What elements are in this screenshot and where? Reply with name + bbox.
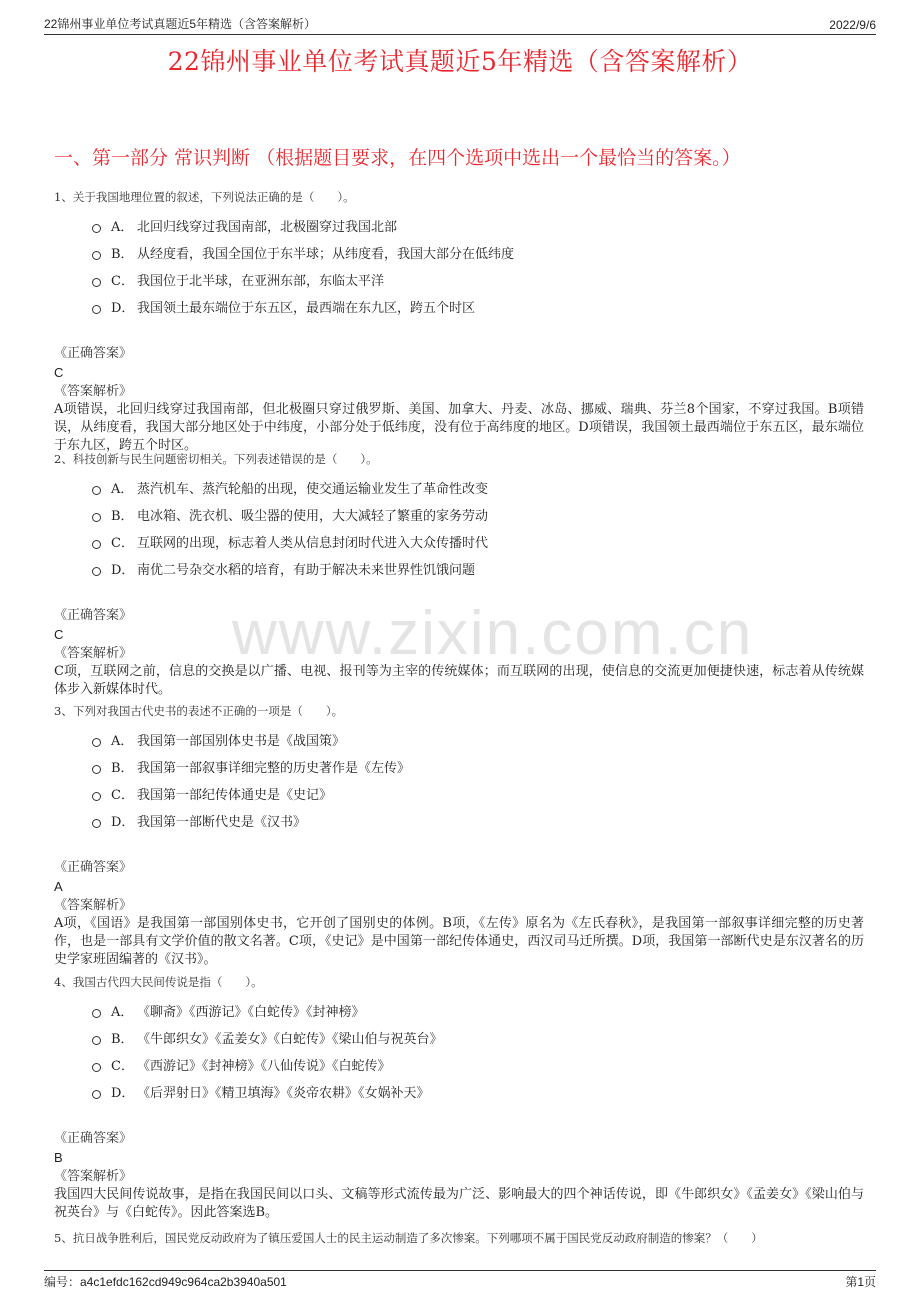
page-header bbox=[44, 12, 876, 35]
option-c[interactable]: C． 《西游记》《封神榜》《八仙传说》《白蛇传》 bbox=[92, 1051, 864, 1078]
question-text: 3、下列对我国古代史书的表述不正确的一项是（ ）。 bbox=[54, 704, 344, 718]
options bbox=[92, 726, 864, 834]
document-id: 编号：a4c1efdc162cd949c964ca2b3940a501 bbox=[44, 1275, 287, 1289]
answer-value: C bbox=[54, 365, 64, 380]
question-block bbox=[54, 973, 864, 1221]
page-number: 第1页 bbox=[845, 1275, 876, 1289]
question-block bbox=[54, 188, 864, 453]
explanation-label: 《答案解析》 bbox=[54, 646, 133, 661]
option-c[interactable]: C． 互联网的出现，标志着人类从信息封闭时代进入大众传播时代 bbox=[92, 528, 864, 555]
question-list bbox=[54, 188, 864, 1247]
question-text: 4、我国古代四大民间传说是指（ ）。 bbox=[54, 975, 263, 989]
radio-icon[interactable] bbox=[92, 819, 101, 828]
option-d[interactable]: D． 《后羿射日》《精卫填海》《炎帝农耕》《女娲补天》 bbox=[92, 1078, 864, 1105]
radio-icon[interactable] bbox=[92, 1090, 101, 1099]
radio-icon[interactable] bbox=[92, 305, 101, 314]
section-heading: 一、第一部分 常识判断 （根据题目要求，在四个选项中选出一个最恰当的答案。） bbox=[54, 147, 741, 169]
options bbox=[92, 997, 864, 1105]
option-a[interactable]: A． 我国第一部国别体史书是《战国策》 bbox=[92, 726, 864, 753]
answer-label: 《正确答案》 bbox=[54, 1131, 133, 1146]
answer-label: 《正确答案》 bbox=[54, 608, 133, 623]
answer-value: B bbox=[54, 1150, 63, 1165]
radio-icon[interactable] bbox=[92, 513, 101, 522]
question-block bbox=[54, 702, 864, 965]
explanation-text: A项，《国语》是我国第一部国别体史书，它开创了国别史的体例。B项，《左传》原名为《左氏春秋》，是我国第一部叙事详细完整的历史著作，也是一部具有文学价值的散文名著。C项，《史记》是中国第一部纪传体通史，西汉司马迁所撰。D项，我国第一部断代史是东汉著名的历史学家班固编著的《汉书》。 bbox=[54, 916, 864, 967]
option-b[interactable]: B． 《牛郎织女》《孟姜女》《白蛇传》《梁山伯与祝英台》 bbox=[92, 1024, 864, 1051]
answer-value: C bbox=[54, 627, 64, 642]
option-d[interactable]: D． 我国领土最东端位于东五区，最西端在东九区，跨五个时区 bbox=[92, 293, 864, 320]
radio-icon[interactable] bbox=[92, 251, 101, 260]
answer-label: 《正确答案》 bbox=[54, 346, 133, 361]
option-a[interactable]: A． 蒸汽机车、蒸汽轮船的出现，使交通运输业发生了革命性改变 bbox=[92, 474, 864, 501]
explanation-label: 《答案解析》 bbox=[54, 1169, 133, 1184]
options bbox=[92, 474, 864, 582]
options bbox=[92, 212, 864, 320]
option-b[interactable]: B． 从经度看，我国全国位于东半球；从纬度看，我国大部分在低纬度 bbox=[92, 239, 864, 266]
header-doc-title: 22锦州事业单位考试真题近5年精选（含答案解析） bbox=[44, 17, 317, 31]
radio-icon[interactable] bbox=[92, 1036, 101, 1045]
watermark: www.zixin.com.cn bbox=[232, 599, 754, 668]
radio-icon[interactable] bbox=[92, 540, 101, 549]
radio-icon[interactable] bbox=[92, 486, 101, 495]
header-date: 2022/9/6 bbox=[829, 18, 876, 32]
option-a[interactable]: A． 《聊斋》《西游记》《白蛇传》《封神榜》 bbox=[92, 997, 864, 1024]
question-text: 1、关于我国地理位置的叙述，下列说法正确的是（ ）。 bbox=[54, 190, 355, 204]
explanation-text: A项错误，北回归线穿过我国南部，但北极圈只穿过俄罗斯、美国、加拿大、丹麦、冰岛、挪威、瑞典、芬兰8个国家，不穿过我国。B项错误，从纬度看，我国大部分地区处于中纬度，小部分处于低纬度，没有位于高纬度的地区。D项错误，我国领土最西端位于东五区，最东端位于东九区，跨五个时区。 bbox=[54, 402, 864, 453]
radio-icon[interactable] bbox=[92, 792, 101, 801]
page-footer bbox=[44, 1270, 876, 1290]
option-b[interactable]: B． 电冰箱、洗衣机、吸尘器的使用，大大减轻了繁重的家务劳动 bbox=[92, 501, 864, 528]
question-text: 2、科技创新与民生问题密切相关。下列表述错误的是（ ）。 bbox=[54, 452, 378, 466]
option-c[interactable]: C． 我国位于北半球，在亚洲东部，东临太平洋 bbox=[92, 266, 864, 293]
option-b[interactable]: B． 我国第一部叙事详细完整的历史著作是《左传》 bbox=[92, 753, 864, 780]
question-text: 5、抗日战争胜利后，国民党反动政府为了镇压爱国人士的民主运动制造了多次惨案。下列哪项不属于国民党反动政府制造的惨案？（ ） bbox=[54, 1231, 763, 1245]
radio-icon[interactable] bbox=[92, 1063, 101, 1072]
answer-label: 《正确答案》 bbox=[54, 860, 133, 875]
option-a[interactable]: A． 北回归线穿过我国南部，北极圈穿过我国北部 bbox=[92, 212, 864, 239]
radio-icon[interactable] bbox=[92, 765, 101, 774]
question-block bbox=[54, 450, 864, 697]
explanation-label: 《答案解析》 bbox=[54, 898, 133, 913]
document-title: 22锦州事业单位考试真题近5年精选（含答案解析） bbox=[167, 47, 753, 76]
radio-icon[interactable] bbox=[92, 738, 101, 747]
radio-icon[interactable] bbox=[92, 224, 101, 233]
explanation-label: 《答案解析》 bbox=[54, 384, 133, 399]
option-c[interactable]: C． 我国第一部纪传体通史是《史记》 bbox=[92, 780, 864, 807]
explanation-text: C项，互联网之前，信息的交换是以广播、电视、报刊等为主宰的传统媒体；而互联网的出现，使信息的交流更加便捷快速，标志着从传统媒体步入新媒体时代。 bbox=[54, 664, 864, 697]
option-d[interactable]: D． 南优二号杂交水稻的培育，有助于解决未来世界性饥饿问题 bbox=[92, 555, 864, 582]
answer-value: A bbox=[54, 879, 63, 894]
radio-icon[interactable] bbox=[92, 1009, 101, 1018]
option-d[interactable]: D． 我国第一部断代史是《汉书》 bbox=[92, 807, 864, 834]
explanation-text: 我国四大民间传说故事，是指在我国民间以口头、文稿等形式流传最为广泛、影响最大的四个神话传说，即《牛郎织女》《孟姜女》《梁山伯与祝英台》与《白蛇传》。因此答案选B。 bbox=[54, 1187, 864, 1220]
radio-icon[interactable] bbox=[92, 567, 101, 576]
radio-icon[interactable] bbox=[92, 278, 101, 287]
